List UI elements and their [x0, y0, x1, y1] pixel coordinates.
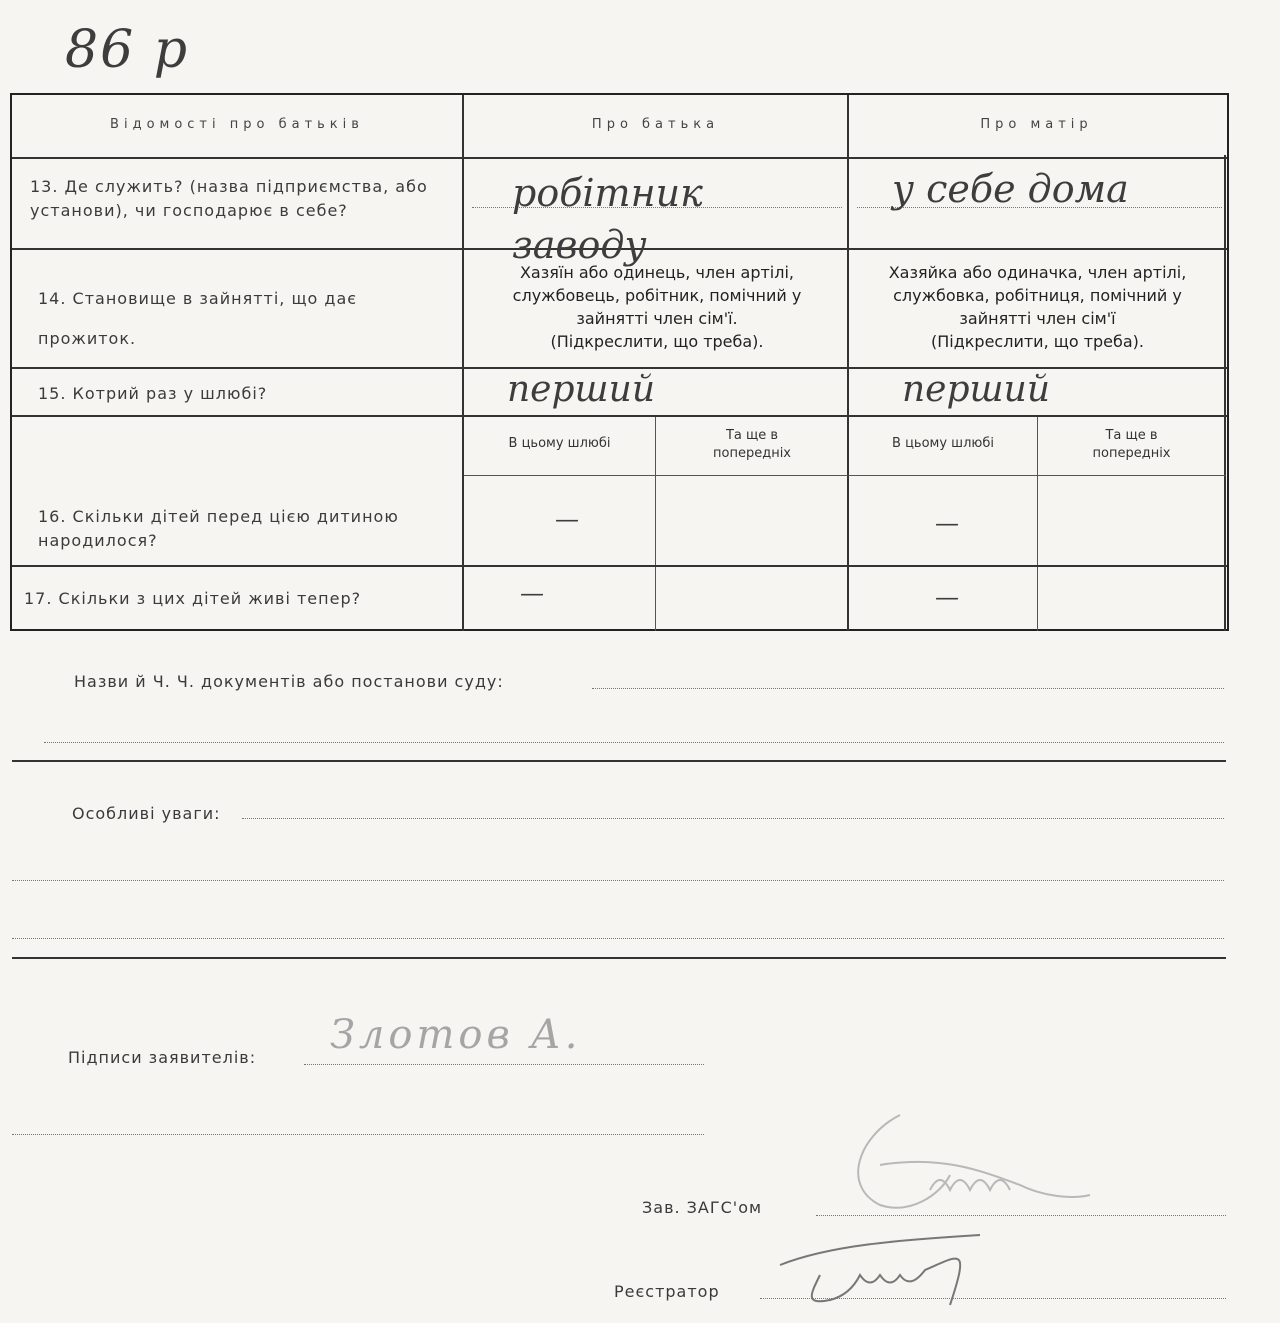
header-mother: Про матір: [980, 117, 1093, 132]
father-status-note: (Підкреслити, що треба).: [550, 332, 764, 351]
father-children-alive: —: [520, 579, 544, 607]
question-15: 15. Котрий раз у шлюбі?: [38, 384, 268, 403]
head-signature-mark: [820, 1095, 1100, 1225]
col-divider-1: [462, 95, 464, 631]
applicant-signature: Злотов А.: [330, 1012, 582, 1058]
mother-status-note: (Підкреслити, що треба).: [930, 332, 1145, 351]
registrar-label: Реєстратор: [614, 1282, 720, 1301]
remarks-line-1: [242, 818, 1224, 819]
documents-line-1: [592, 688, 1224, 689]
father-sub-this-marriage: В цьому шлюбі: [508, 436, 611, 451]
father-marriage-count: перший: [507, 369, 656, 410]
signature-line-1: [304, 1064, 704, 1065]
father-workplace: робітник заводу: [512, 171, 703, 267]
page-number: 86 р: [65, 20, 189, 80]
mother-children-before: —: [935, 509, 959, 537]
remarks-line-3: [12, 938, 1224, 939]
father-sub-previous: Та ще в попередніх: [713, 428, 791, 461]
row-divider-16-sub: [464, 475, 1226, 476]
mother-status-options: Хазяйка або одиначка, член артілі, службовка, робітниця, помічний у зайнятті член сім'ї: [888, 263, 1187, 328]
col-divider-2: [847, 95, 849, 631]
remarks-line-2: [12, 880, 1224, 881]
question-17: 17. Скільки з цих дітей живі тепер?: [24, 589, 362, 608]
row-divider-16: [12, 565, 1227, 567]
mother-sub-this-marriage: В цьому шлюбі: [892, 436, 994, 451]
registrar-signature-mark: [760, 1215, 1020, 1315]
mother-workplace: у себе дома: [892, 167, 1129, 211]
header-father: Про батька: [591, 117, 720, 132]
head-registry-label: Зав. ЗАГС'ом: [642, 1198, 763, 1217]
remarks-label: Особливі уваги:: [72, 804, 221, 823]
question-13: 13. Де служить? (назва підприємства, або установи), чи господарює в себе?: [30, 177, 428, 220]
father-status-block: [477, 261, 837, 353]
question-16: 16. Скільки дітей перед цією дитиною народилося?: [38, 507, 399, 550]
mother-status-block: [860, 261, 1215, 353]
row-divider-15: [12, 415, 1227, 417]
father-status-options: Хазяїн або одинець, член артілі, службовець, робітник, помічний у зайнятті член сім'ї.: [512, 263, 802, 328]
section-rule-2: [12, 957, 1226, 959]
father-children-before: —: [555, 505, 579, 533]
signatures-label: Підписи заявителів:: [68, 1048, 257, 1067]
header-info: Відомості про батьків: [110, 117, 364, 132]
signature-line-2: [12, 1134, 704, 1135]
mother-children-alive: —: [935, 583, 959, 611]
sub-divider-father: [655, 417, 656, 631]
mother-marriage-count: перший: [902, 369, 1051, 410]
sub-divider-mother: [1037, 417, 1038, 631]
question-14: 14. Становище в зайнятті, що дає прожиток.: [38, 289, 358, 348]
section-rule-1: [12, 760, 1226, 762]
mother-sub-previous: Та ще в попередніх: [1092, 428, 1171, 461]
documents-line-2: [44, 742, 1224, 743]
row-divider-header: [12, 157, 1227, 159]
parents-info-table: [10, 93, 1229, 631]
documents-label: Назви й Ч. Ч. документів або постанови суду:: [74, 672, 504, 691]
col-divider-right: [1224, 155, 1226, 631]
